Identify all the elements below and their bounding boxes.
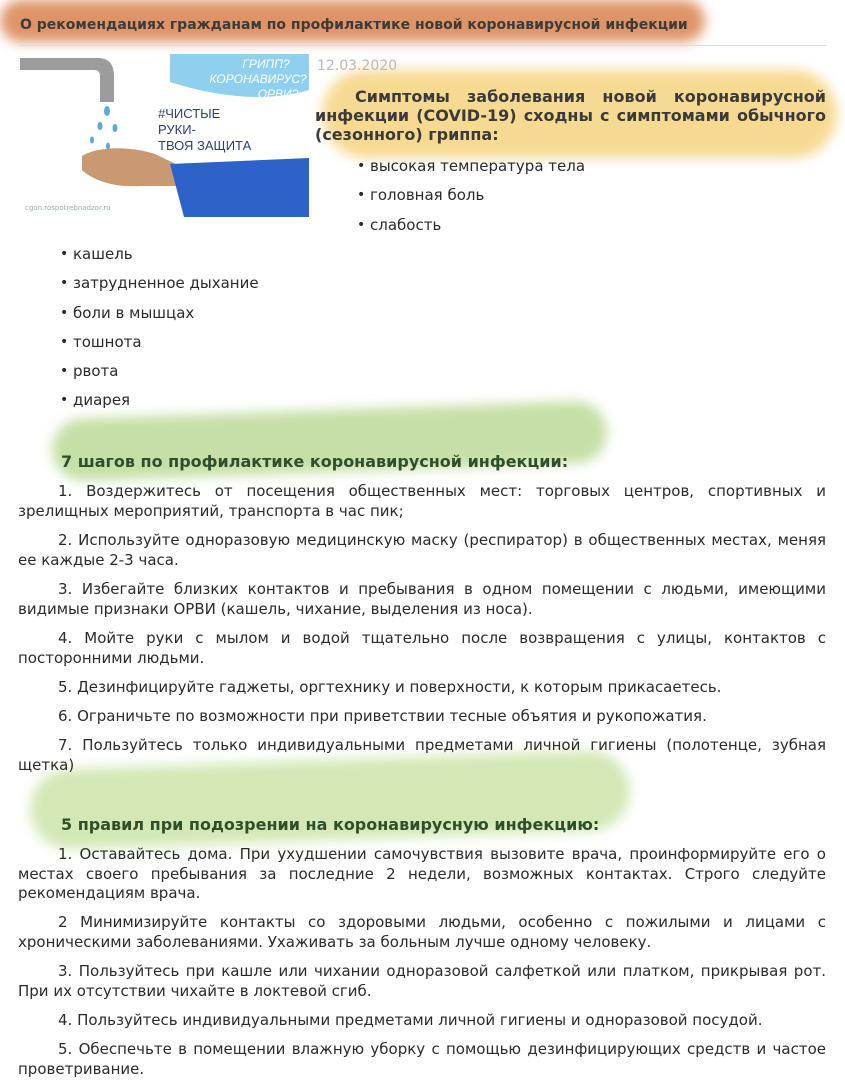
water-drop-icon — [113, 124, 118, 132]
water-drop-icon — [106, 143, 110, 150]
rule-item: 3. Пользуйтесь при кашле или чихании одноразовой салфеткой или платком, прикрывая рот. При их отсутствии чихайте в локтевой сгиб. — [18, 962, 826, 1000]
steps-heading: 7 шагов по профилактике коронавирусной инфекции: — [61, 452, 569, 471]
sleeve-shape — [170, 158, 309, 217]
page-title[interactable]: О рекомендациях гражданам по профилактике новой коронавирусной инфекции — [20, 17, 688, 33]
bubble-line-3: ОРВИ? — [257, 87, 299, 101]
publish-date: 12.03.2020 — [317, 58, 398, 74]
bubble-line-1: ГРИПП? — [242, 57, 290, 71]
hand-icon — [82, 148, 180, 186]
list-item: • слабость — [357, 215, 585, 244]
bubble-line-2: КОРОНАВИРУС? — [209, 72, 307, 86]
list-item: • тошнота — [60, 332, 259, 361]
rule-item: 4. Пользуйтесь индивидуальными предметами личной гигиены и одноразовой посудой. — [58, 1011, 763, 1029]
list-item: • затрудненное дыхание — [60, 273, 259, 302]
rule-item: 5. Обеспечьте в помещении влажную уборку с помощью дезинфицирующих средств и частое проветривание. — [18, 1040, 826, 1078]
poster-illustration — [20, 54, 309, 217]
step-item: 2. Используйте одноразовую медицинскую маску (респиратор) в общественных местах, меняя ее каждые 2-3 часа. — [18, 531, 826, 569]
slogan-line-1: #ЧИСТЫЕ — [158, 106, 221, 121]
slogan-line-2: РУКИ- — [158, 122, 196, 137]
list-item: • головная боль — [357, 185, 585, 214]
faucet-icon — [20, 58, 114, 102]
symptoms-list-continued — [60, 244, 259, 420]
water-drop-icon — [104, 106, 110, 116]
step-item: 5. Дезинфицируйте гаджеты, оргтехнику и поверхности, к которым прикасаетесь. — [58, 678, 722, 696]
rule-item: 2 Минимизируйте контакты со здоровыми людьми, особенно с пожилыми и лицами с хроническими заболеваниями. Ухаживать за больным лучше одному человеку. — [18, 913, 826, 951]
poster-credit: cgon.rospotrebnadzor.ru — [25, 204, 111, 212]
poster-image[interactable] — [20, 54, 309, 217]
list-item: • кашель — [60, 244, 259, 273]
water-drop-icon — [90, 137, 94, 144]
list-item: • рвота — [60, 361, 259, 390]
water-drop-icon — [98, 122, 103, 130]
rule-item: 1. Оставайтесь дома. При ухудшении самочувствия вызовите врача, проинформируйте его о местах своего пребывания за последние 2 недели, возможных контактах. Строго следуйте рекомендациям врача. — [18, 845, 826, 903]
rules-heading: 5 правил при подозрении на коронавирусную инфекцию: — [61, 815, 600, 834]
list-item: • высокая температура тела — [357, 156, 585, 185]
list-item: • боли в мышцах — [60, 303, 259, 332]
step-item: 3. Избегайте близких контактов и пребывания в одном помещении с людьми, имеющими видимые признаки ОРВИ (кашель, чихание, выделения из носа). — [18, 580, 826, 618]
symptoms-intro: Симптомы заболевания новой коронавирусной инфекции (COVID-19) сходны с симптомами обычного (сезонного) гриппа: — [315, 87, 826, 144]
step-item: 7. Пользуйтесь только индивидуальными предметами личной гигиены (полотенце, зубная щетка) — [18, 736, 826, 774]
slogan-line-3: ТВОЯ ЗАЩИТА — [158, 138, 252, 153]
title-divider — [18, 45, 827, 46]
step-item: 6. Ограничьте по возможности при приветствии тесные объятия и рукопожатия. — [58, 707, 707, 725]
list-item: • диарея — [60, 390, 259, 419]
symptoms-list — [357, 156, 585, 244]
step-item: 1. Воздержитесь от посещения общественных мест: торговых центров, спортивных и зрелищных мероприятий, транспорта в час пик; — [18, 482, 826, 520]
step-item: 4. Мойте руки с мылом и водой тщательно после возвращения с улицы, контактов с посторонними людьми. — [18, 629, 826, 667]
